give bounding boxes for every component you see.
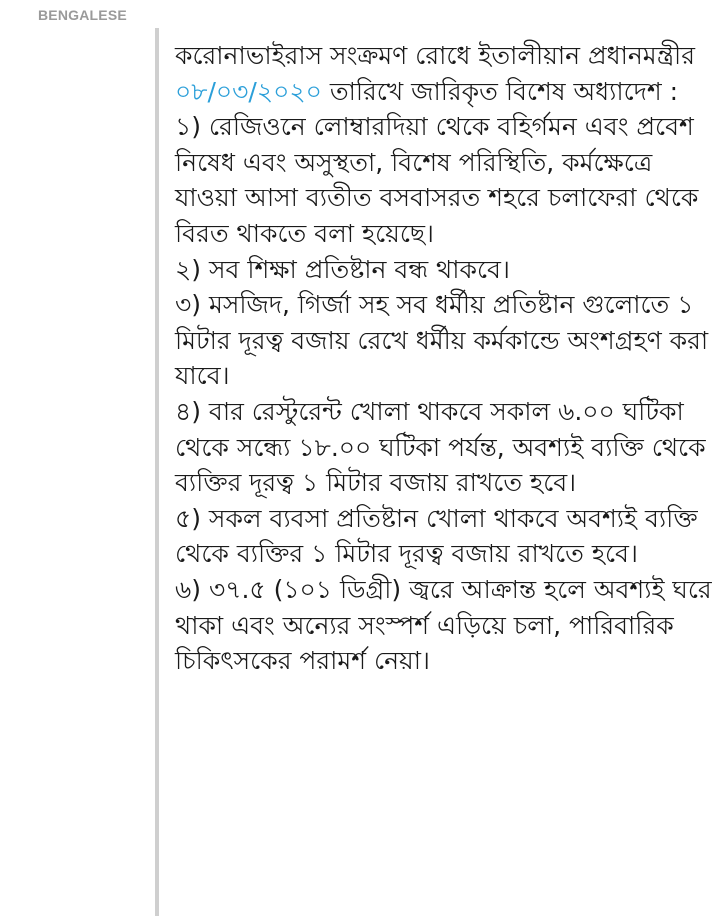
intro-after-date: তারিখে জারিকৃত বিশেষ অধ্যাদেশ :: [329, 76, 678, 106]
quote-bar: [155, 28, 159, 916]
notice-text: [175, 38, 717, 679]
point-4: ৪) বার রেস্টুরেন্ট খোলা থাকবে সকাল ৬.০০ ঘটিকা থেকে সন্ধ্যে ১৮.০০ ঘটিকা পর্যন্ত, অবশ্যই ব্যক্তি থেকে ব্যক্তির দূরত্ব ১ মিটার বজায় রাখতে হবে।: [175, 396, 706, 498]
intro-paragraph: [175, 38, 717, 109]
point-5: ৫) সকল ব্যবসা প্রতিষ্টান খোলা থাকবে অবশ্যই ব্যক্তি থেকে ব্যক্তির ১ মিটার দূরত্ব বজায় রাখতে হবে।: [175, 503, 698, 569]
intro-before-date: করোনাভাইরাস সংক্রমণ রোধে ইতালীয়ান প্রধানমন্ত্রীর: [175, 41, 695, 70]
point-2: ২) সব শিক্ষা প্রতিষ্টান বন্ধ থাকবে।: [175, 254, 510, 284]
point-1: ১) রেজিওনে লোম্বারদিয়া থেকে বহির্গমন এবং প্রবেশ নিষেধ এবং অসুস্থতা, বিশেষ পরিস্থিতি, কর্মক্ষেত্রে যাওয়া আসা ব্যতীত বসবাসরত শহরে চলাফেরা থেকে বিরত থাকতে বলা হয়েছে।: [175, 112, 699, 248]
language-label: BENGALESE: [38, 7, 127, 23]
notice-date: ০৮/০৩/২০২০: [175, 76, 322, 106]
point-3: ৩) মসজিদ, গির্জা সহ সব ধর্মীয় প্রতিষ্টান গুলোতে ১ মিটার দূরত্ব বজায় রেখে ধর্মীয় কর্মকান্ডে অংশগ্রহণ করা যাবে।: [175, 290, 709, 391]
point-6: ৬) ৩৭.৫ (১০১ ডিগ্রী) জ্বরে আক্রান্ত হলে অবশ্যই ঘরে থাকা এবং অন্যের সংস্পর্শ এড়িয়ে চলা, পারিবারিক চিকিৎসকের পরামর্শ নেয়া।: [175, 574, 712, 676]
